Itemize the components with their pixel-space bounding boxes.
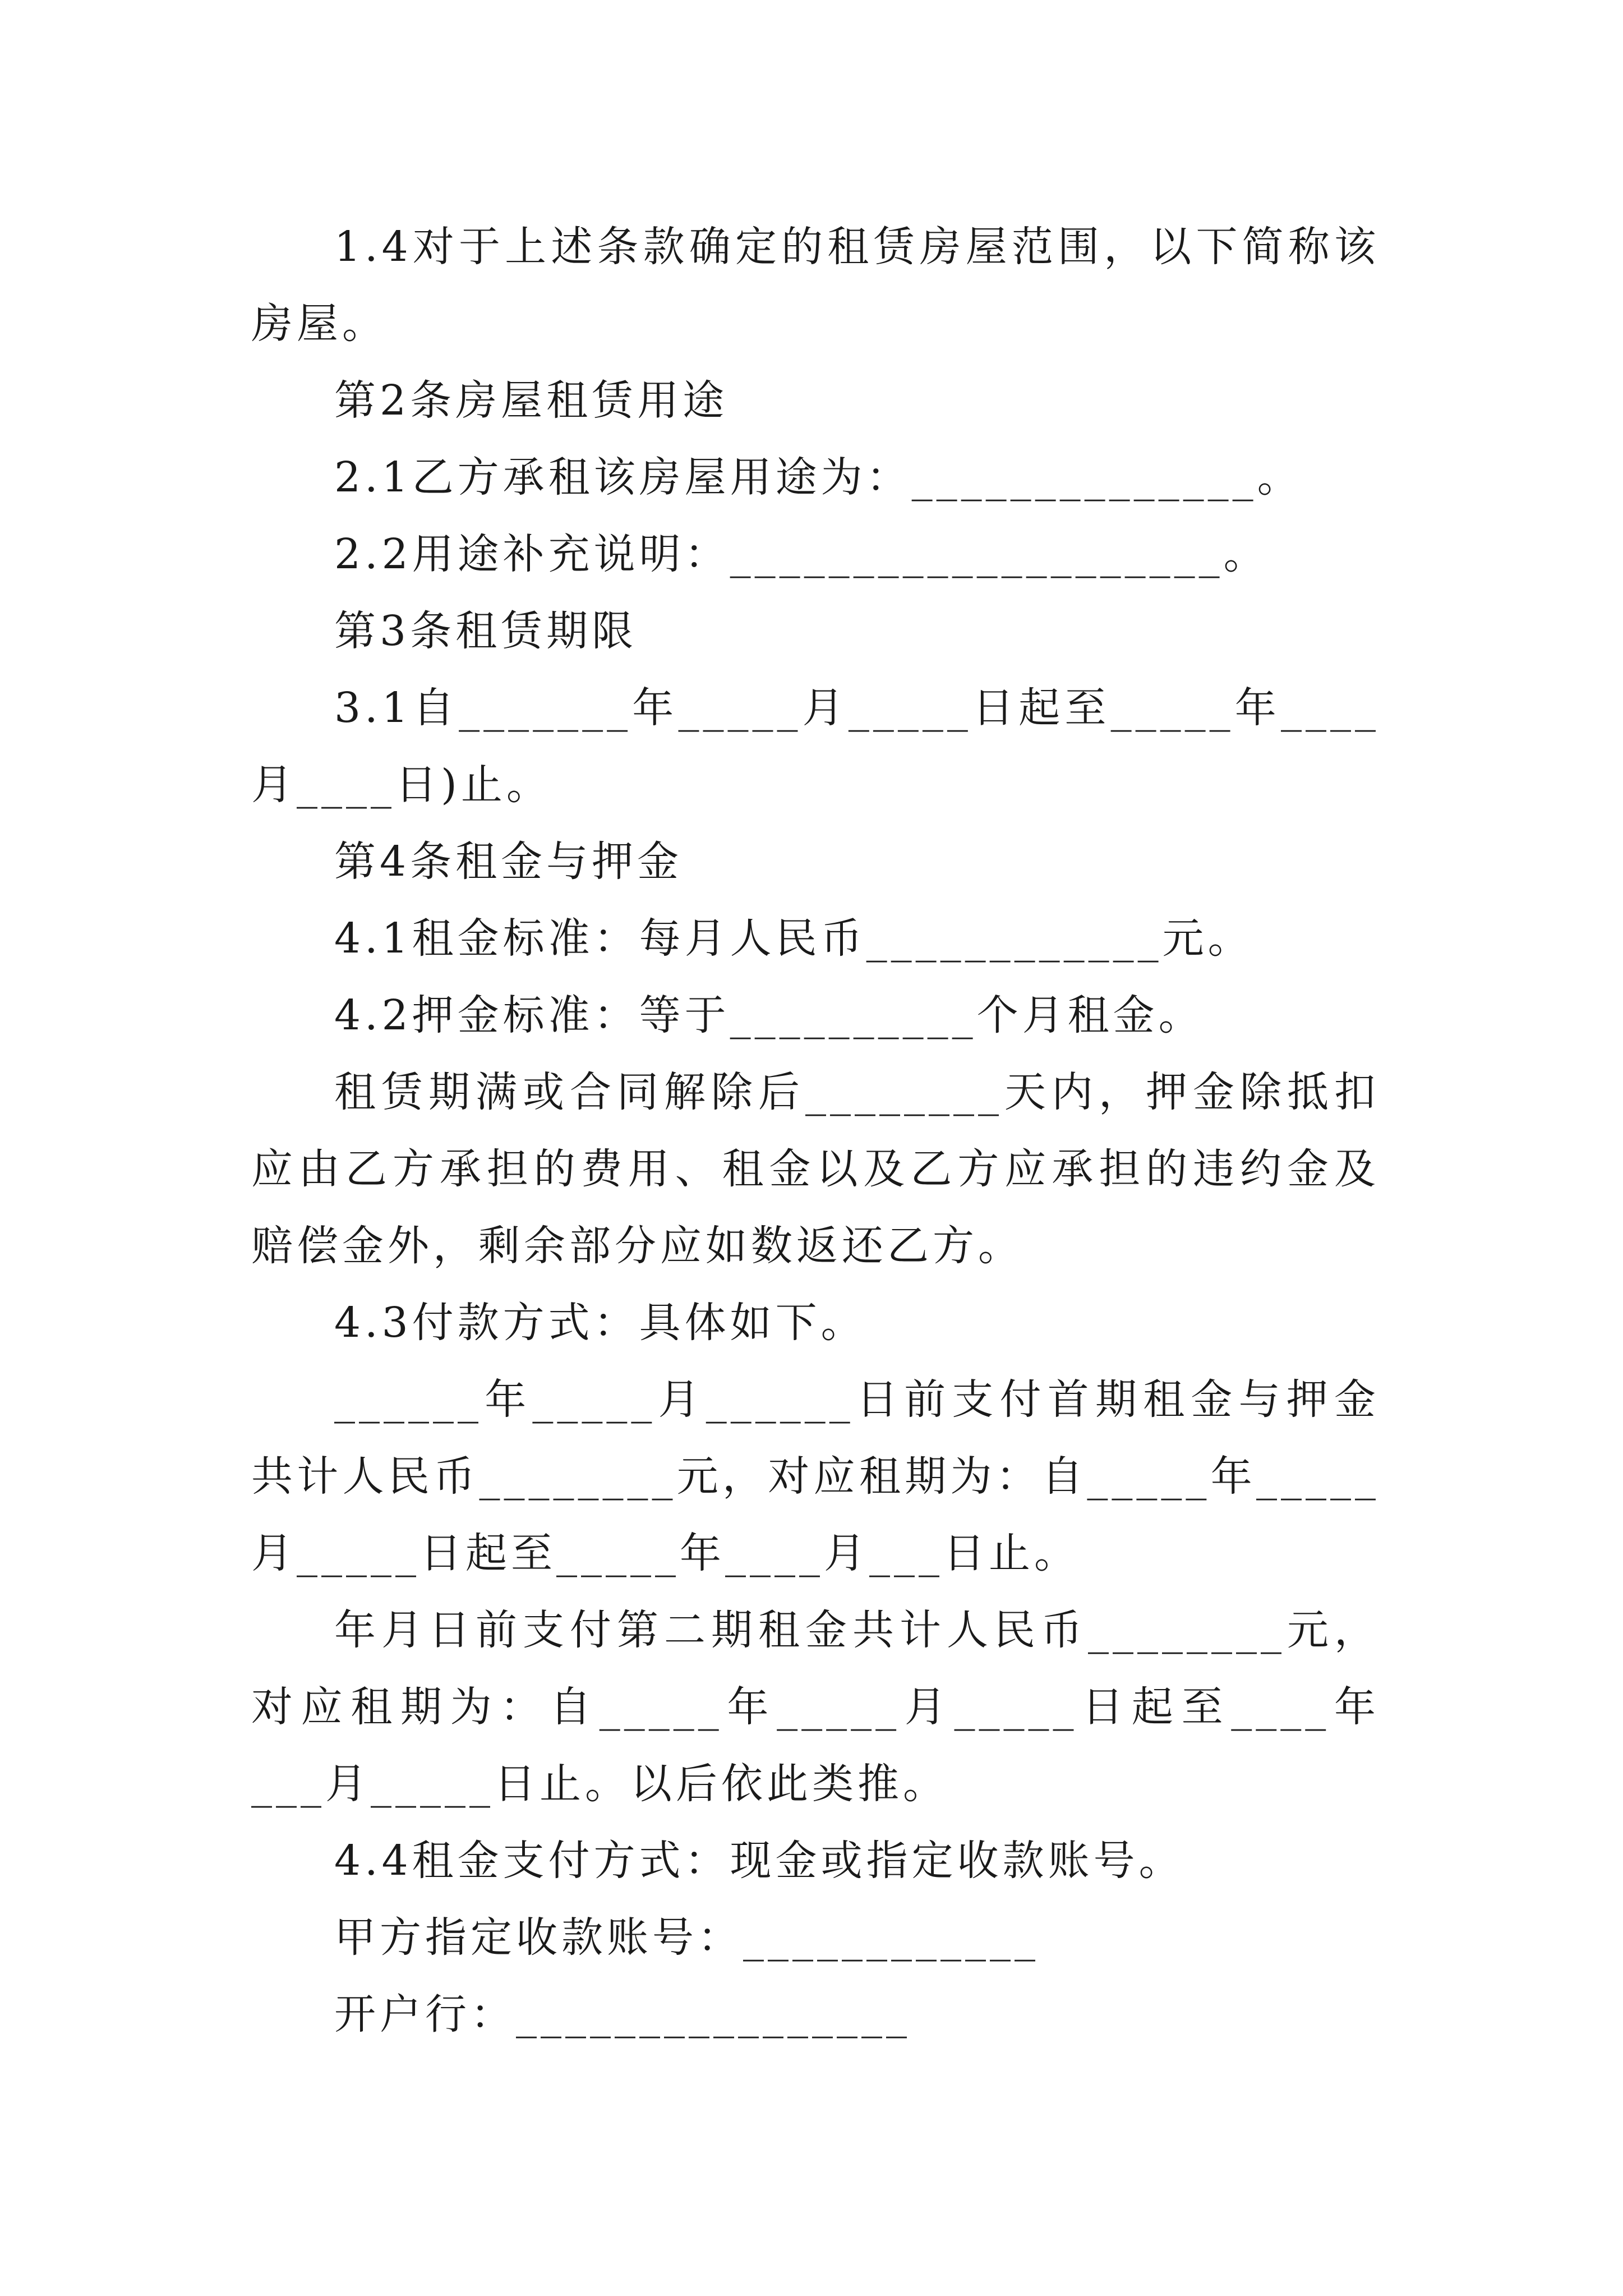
clause-2-2: 2.2用途补充说明：____________________。 bbox=[334, 530, 1269, 578]
clause-2-1: 2.1乙方承租该房屋用途为：______________。 bbox=[334, 453, 1303, 501]
bank-line: 开户行：________________ bbox=[334, 1990, 911, 2039]
receiving-account-line: 甲方指定收款账号：____________ bbox=[334, 1913, 1039, 1962]
clause-4-4: 4.4租金支付方式：现金或指定收款账号。 bbox=[334, 1837, 1184, 1885]
article-4-heading: 第4条租金与押金 bbox=[334, 838, 683, 886]
second-payment-paragraph: 年月日前支付第二期租金共计人民币________元，对应租期为：自_____年_____月_____日起至____年___月_____日止。以后依此类推。 bbox=[251, 1606, 1380, 1808]
deposit-return-paragraph: 租赁期满或合同解除后________天内，押金除抵扣应由乙方承担的费用、租金以及乙方应承担的违约金及赔偿金外，剩余部分应如数返还乙方。 bbox=[251, 1068, 1380, 1270]
article-3-heading: 第3条租赁期限 bbox=[334, 607, 638, 655]
article-2-heading: 第2条房屋租赁用途 bbox=[334, 376, 728, 425]
clause-1-4: 1.4对于上述条款确定的租赁房屋范围，以下简称该房屋。 bbox=[251, 223, 1380, 348]
clause-4-1: 4.1租金标准：每月人民币____________元。 bbox=[334, 914, 1253, 963]
clause-4-2: 4.2押金标准：等于__________个月租金。 bbox=[334, 991, 1204, 1039]
first-payment-paragraph: ______年_____月______日前支付首期租金与押金共计人民币________元，对应租期为：自_____年_____月_____日起至_____年____月___日止。 bbox=[251, 1375, 1380, 1577]
clause-4-3: 4.3付款方式：具体如下。 bbox=[334, 1299, 866, 1347]
document-page bbox=[251, 209, 1380, 2053]
clause-3-1: 3.1自_______年_____月_____日起至_____年____月____日)止。 bbox=[251, 684, 1380, 809]
